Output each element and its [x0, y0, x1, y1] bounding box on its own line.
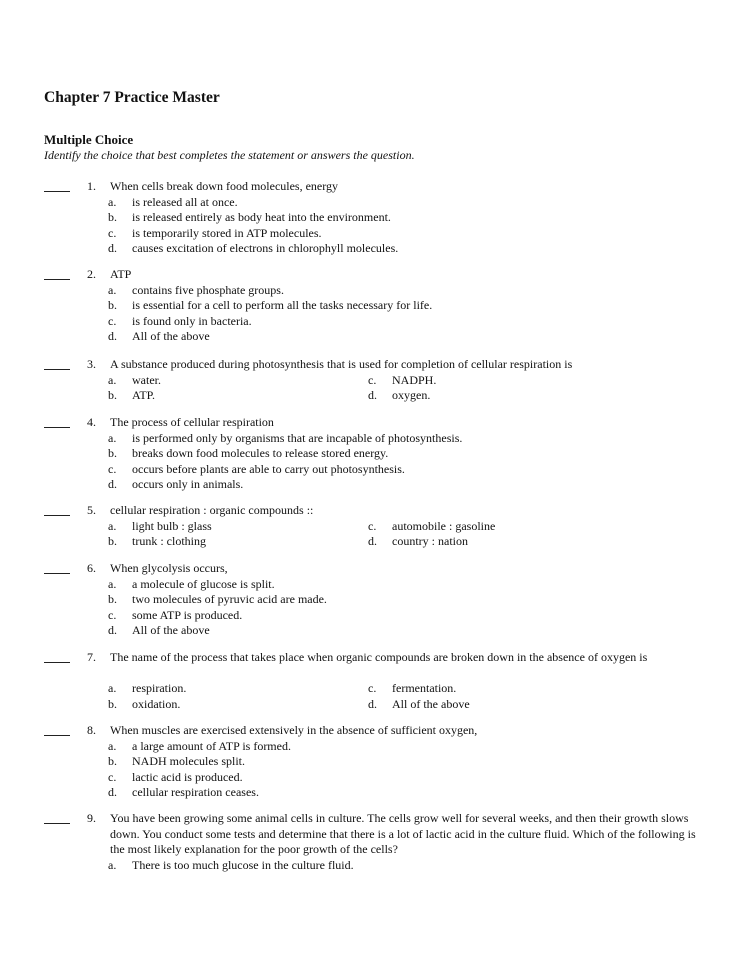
section-heading: Multiple Choice [44, 132, 134, 147]
question-text: You have been growing some animal cells in culture. The cells grow well for several weeks, and then their growth slows down. You conduct some tests and determine that there is a lot of lactic acid in the culture fluid. Which of the following is the most likely explanation for the poor growth of the cells? [110, 811, 696, 856]
page-title: Chapter 7 Practice Master [44, 89, 220, 106]
question-number: 9. [87, 811, 96, 825]
answer-blank[interactable] [44, 415, 70, 428]
question-number: 2. [87, 267, 96, 281]
answer-blank[interactable] [44, 179, 70, 192]
question-text: cellular respiration : organic compounds :: [110, 503, 314, 517]
question-number: 7. [87, 650, 96, 664]
answer-blank[interactable] [44, 811, 70, 824]
answer-blank[interactable] [44, 267, 70, 280]
answer-blank[interactable] [44, 650, 70, 663]
question-text: A substance produced during photosynthesis that is used for completion of cellular respiration is [110, 357, 573, 371]
answer-blank[interactable] [44, 723, 70, 736]
question-number: 6. [87, 561, 96, 575]
question-text: The name of the process that takes place when organic compounds are broken down in the absence of oxygen is [110, 650, 648, 664]
question-number: 1. [87, 179, 96, 193]
question-text: ATP [110, 267, 132, 281]
question-text: When glycolysis occurs, [110, 561, 228, 575]
question-number: 4. [87, 415, 96, 429]
instructions: Identify the choice that best completes the statement or answers the question. [44, 148, 415, 162]
question-text: The process of cellular respiration [110, 415, 274, 429]
question-text: When muscles are exercised extensively in the absence of sufficient oxygen, [110, 723, 478, 737]
answer-blank[interactable] [44, 561, 70, 574]
question-number: 5. [87, 503, 96, 517]
question-number: 3. [87, 357, 96, 371]
answer-blank[interactable] [44, 503, 70, 516]
answer-blank[interactable] [44, 357, 70, 370]
question-number: 8. [87, 723, 96, 737]
question-text: When cells break down food molecules, energy [110, 179, 339, 193]
